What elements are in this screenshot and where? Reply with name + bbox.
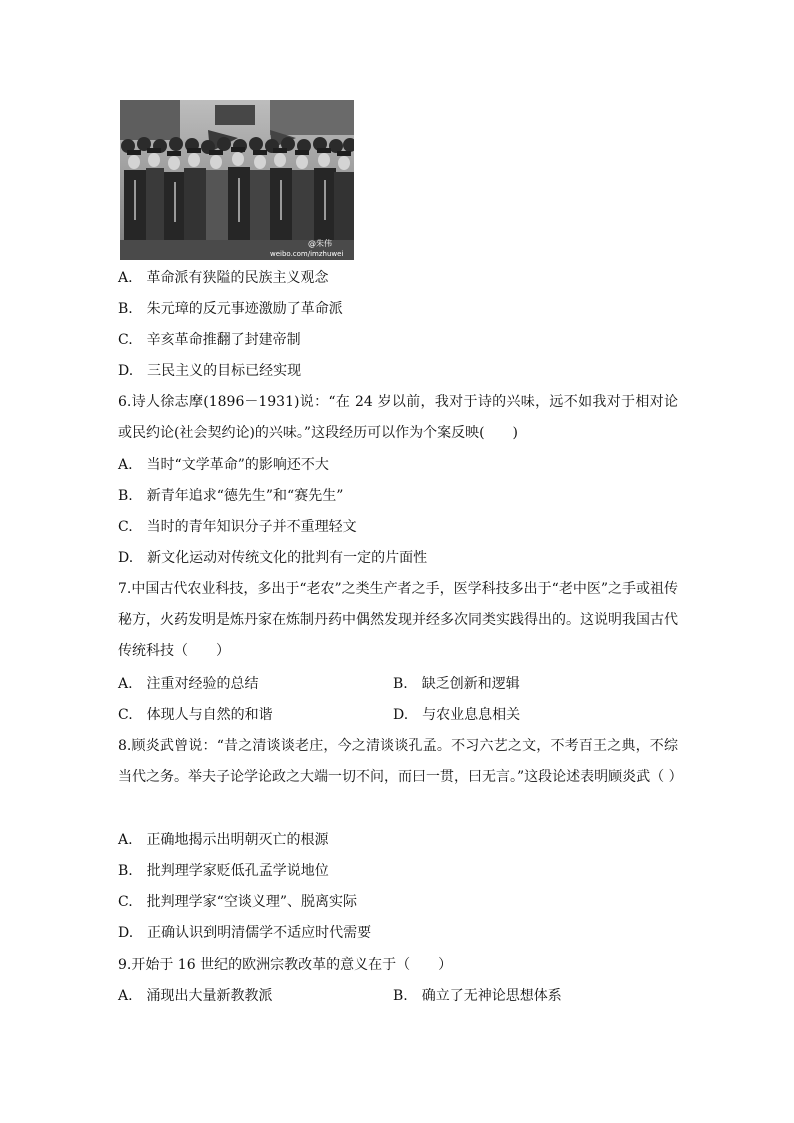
q8-option-c: C. 批判理学家“空谈义理”、脱离实际: [118, 894, 357, 910]
q5-option-c: C. 辛亥革命推翻了封建帝制: [118, 332, 301, 348]
q9-option-a: A. 涌现出大量新教教派: [118, 988, 273, 1004]
q9-option-b: B. 确立了无神论思想体系: [393, 988, 562, 1004]
q8-option-a: A. 正确地揭示出明朝灭亡的根源: [118, 832, 329, 848]
historical-photo: [120, 100, 354, 260]
q7-option-d: D. 与农业息息相关: [393, 707, 521, 723]
q7-option-b: B. 缺乏创新和逻辑: [393, 676, 520, 692]
group-photo-image: [120, 100, 354, 260]
q7-option-a: A. 注重对经验的总结: [118, 676, 259, 692]
watermark-user: @朱伟: [308, 239, 332, 248]
q8-option-b: B. 批判理学家贬低孔孟学说地位: [118, 863, 329, 879]
q5-option-a: A. 革命派有狭隘的民族主义观念: [118, 270, 329, 286]
q6-stem: 6.诗人徐志摩(1896－1931)说：“在 24 岁以前，我对于诗的兴味，远不如我对于相对论或民约论(社会契约论)的兴味。”这段经历可以作为个案反映( ): [118, 394, 678, 441]
q8-option-d: D. 正确认识到明清儒学不适应时代需要: [118, 925, 372, 941]
q5-option-d: D. 三民主义的目标已经实现: [118, 363, 302, 379]
q7-stem: 7.中国古代农业科技，多出于“老农”之类生产者之手，医学科技多出于“老中医”之手或祖传秘方，火药发明是炼丹家在炼制丹药中偶然发现并经多次同类实践得出的。这说明我国古代传统科技（ ）: [118, 581, 678, 659]
q9-stem: 9.开始于 16 世纪的欧洲宗教改革的意义在于（ ）: [118, 957, 453, 973]
q6-option-c: C. 当时的青年知识分子并不重理轻文: [118, 519, 357, 535]
q5-option-b: B. 朱元璋的反元事迹激励了革命派: [118, 301, 343, 317]
q6-option-d: D. 新文化运动对传统文化的批判有一定的片面性: [118, 550, 428, 566]
q8-stem: 8.顾炎武曾说：“昔之清谈谈老庄，今之清谈谈孔孟。不习六艺之文，不考百王之典，不综当代之务。举夫子论学论政之大端一切不问，而曰一贯，曰无言。”这段论述表明顾炎武（ ）: [118, 738, 683, 785]
q6-option-b: B. 新青年追求“德先生”和“赛先生”: [118, 488, 344, 504]
q6-option-a: A. 当时“文学革命”的影响还不大: [118, 457, 329, 473]
watermark-url: weibo.com/imzhuwei: [270, 250, 344, 258]
q7-option-c: C. 体现人与自然的和谐: [118, 707, 273, 723]
